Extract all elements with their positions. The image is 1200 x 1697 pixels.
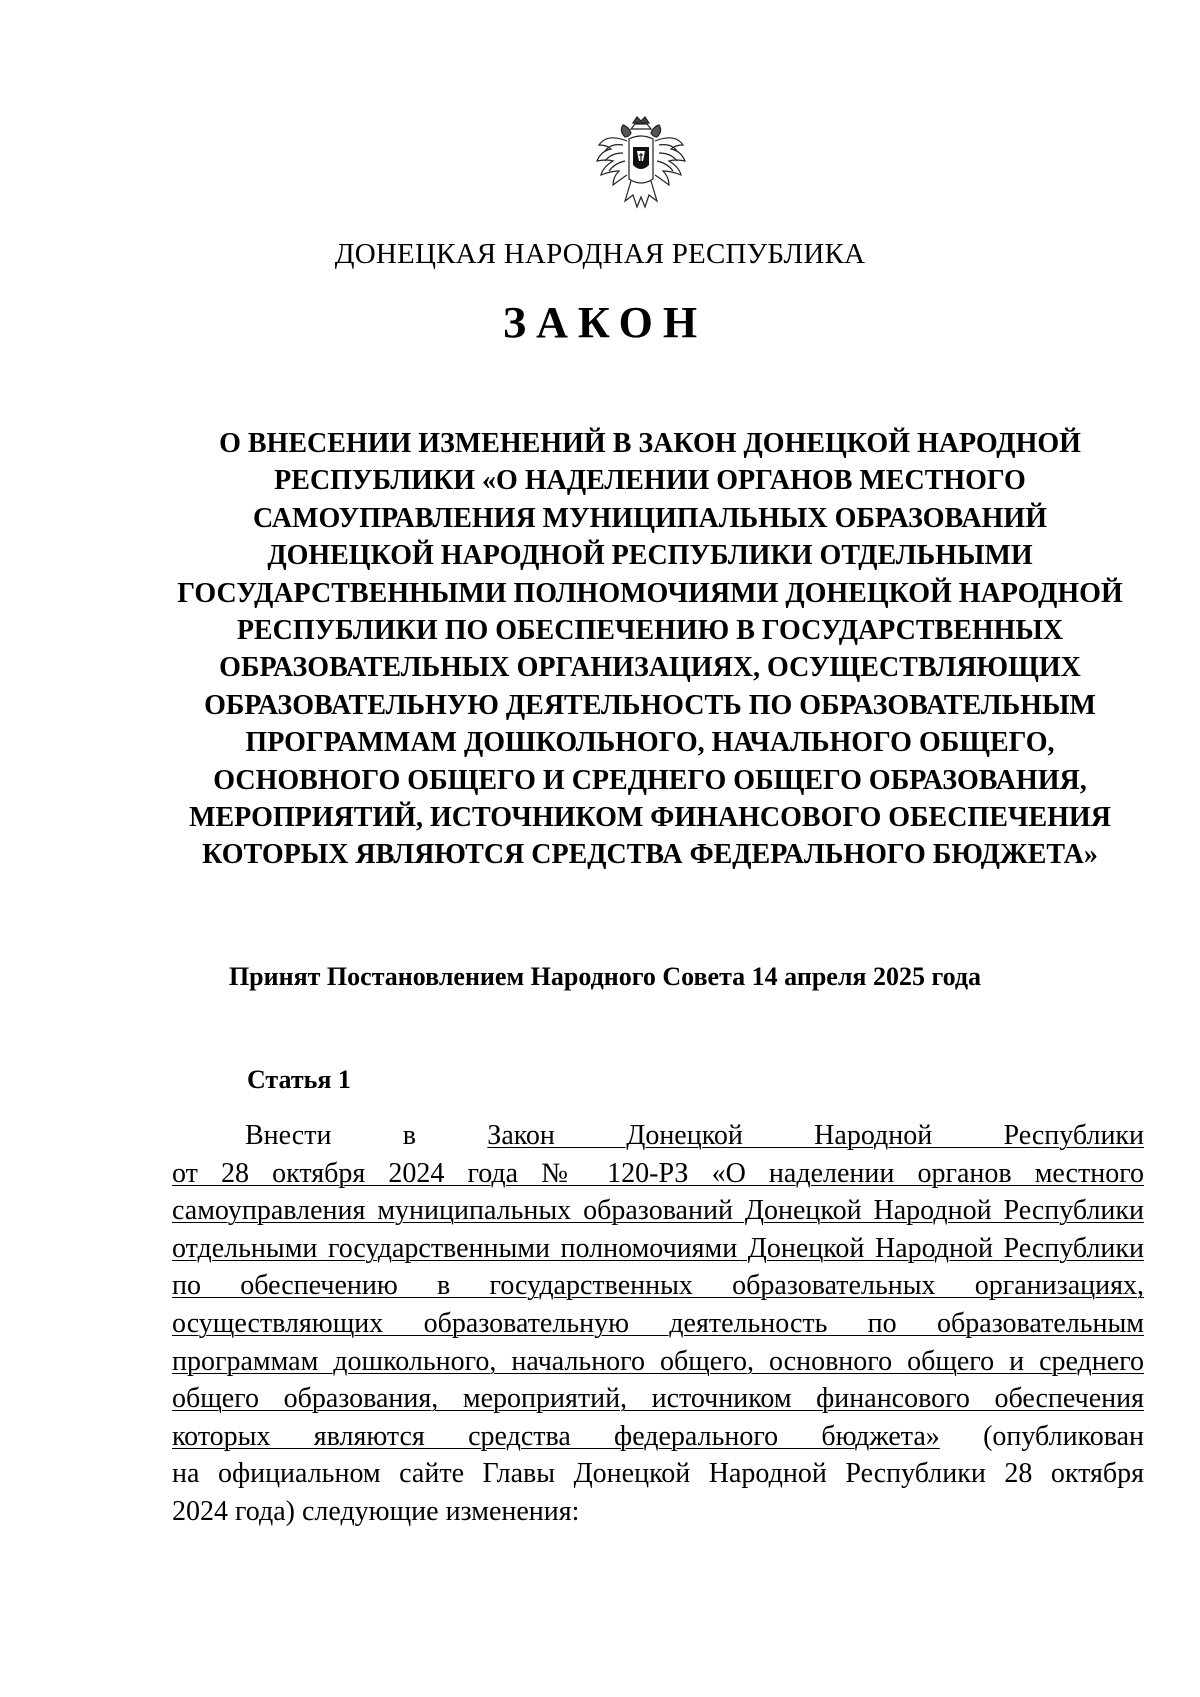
law-reference-link[interactable]: общего образования, мероприятий, источником финансового обеспечения [172, 1383, 1144, 1415]
document-type: ЗАКОН [502, 298, 708, 347]
law-reference-link[interactable]: отдельными государственными полномочиями Донецкой Народной Республики [172, 1232, 1144, 1264]
title-line: ДОНЕЦКОЙ НАРОДНОЙ РЕСПУБЛИКИ ОТДЕЛЬНЫМИ [267, 540, 1033, 572]
title-line: ГОСУДАРСТВЕННЫМИ ПОЛНОМОЧИЯМИ ДОНЕЦКОЙ НАРОДНОЙ [177, 577, 1123, 609]
title-line: ОСНОВНОГО ОБЩЕГО И СРЕДНЕГО ОБЩЕГО ОБРАЗОВАНИЯ, [213, 764, 1087, 796]
law-reference-link[interactable]: от 28 октября 2024 года № 120-РЗ «О наделении органов местного [172, 1157, 1144, 1189]
law-reference-link[interactable]: которых являются средства федерального бюджета» [172, 1420, 940, 1452]
law-reference-link[interactable]: программам дошкольного, начального общего, основного общего и среднего [172, 1345, 1144, 1377]
article-line [172, 1418, 1144, 1456]
article-line [172, 1117, 1144, 1155]
law-reference-link[interactable]: по обеспечению в государственных образовательных организациях, [172, 1270, 1144, 1302]
law-reference-link[interactable]: осуществляющих образовательную деятельность по образовательным [172, 1307, 1144, 1339]
republic-name: ДОНЕЦКАЯ НАРОДНАЯ РЕСПУБЛИКА [334, 238, 866, 270]
title-line: ОБРАЗОВАТЕЛЬНУЮ ДЕЯТЕЛЬНОСТЬ ПО ОБРАЗОВАТЕЛЬНЫМ [204, 689, 1096, 721]
publication-note: (опубликован [983, 1420, 1144, 1452]
intro-preposition: в [402, 1120, 416, 1151]
article-heading: Статья 1 [247, 1065, 351, 1094]
title-line: МЕРОПРИЯТИЙ, ИСТОЧНИКОМ ФИНАНСОВОГО ОБЕСПЕЧЕНИЯ [189, 802, 1111, 834]
title-line: ОБРАЗОВАТЕЛЬНЫХ ОРГАНИЗАЦИЯХ, ОСУЩЕСТВЛЯЮЩИХ [219, 652, 1081, 684]
title-line: САМОУПРАВЛЕНИЯ МУНИЦИПАЛЬНЫХ ОБРАЗОВАНИЙ [252, 502, 1047, 534]
coat-of-arms-emblem [593, 115, 689, 215]
title-line: ПРОГРАММАМ ДОШКОЛЬНОГО, НАЧАЛЬНОГО ОБЩЕГО, [245, 727, 1055, 759]
title-line: КОТОРЫХ ЯВЛЯЮТСЯ СРЕДСТВА ФЕДЕРАЛЬНОГО БЮДЖЕТА» [202, 839, 1098, 871]
article-line: 2024 года) следующие изменения: [172, 1495, 580, 1527]
title-line: РЕСПУБЛИКИ «О НАДЕЛЕНИИ ОРГАНОВ МЕСТНОГО [274, 465, 1026, 497]
title-line: О ВНЕСЕНИИ ИЗМЕНЕНИЙ В ЗАКОН ДОНЕЦКОЙ НАРОДНОЙ [219, 428, 1081, 459]
title-line: РЕСПУБЛИКИ ПО ОБЕСПЕЧЕНИЮ В ГОСУДАРСТВЕННЫХ [236, 615, 1064, 647]
law-reference-link[interactable]: Закон Донецкой Народной Республики [487, 1120, 1145, 1151]
law-reference-link[interactable]: самоуправления муниципальных образований Донецкой Народной Республики [172, 1195, 1144, 1227]
intro-word: Внести [245, 1120, 332, 1151]
article-body [172, 1117, 1144, 1531]
law-title [170, 425, 1130, 874]
adoption-note: Принят Постановлением Народного Совета 14 апреля 2025 года [228, 962, 982, 991]
article-line: на официальном сайте Главы Донецкой Народной Республики 28 октября [172, 1458, 1144, 1490]
